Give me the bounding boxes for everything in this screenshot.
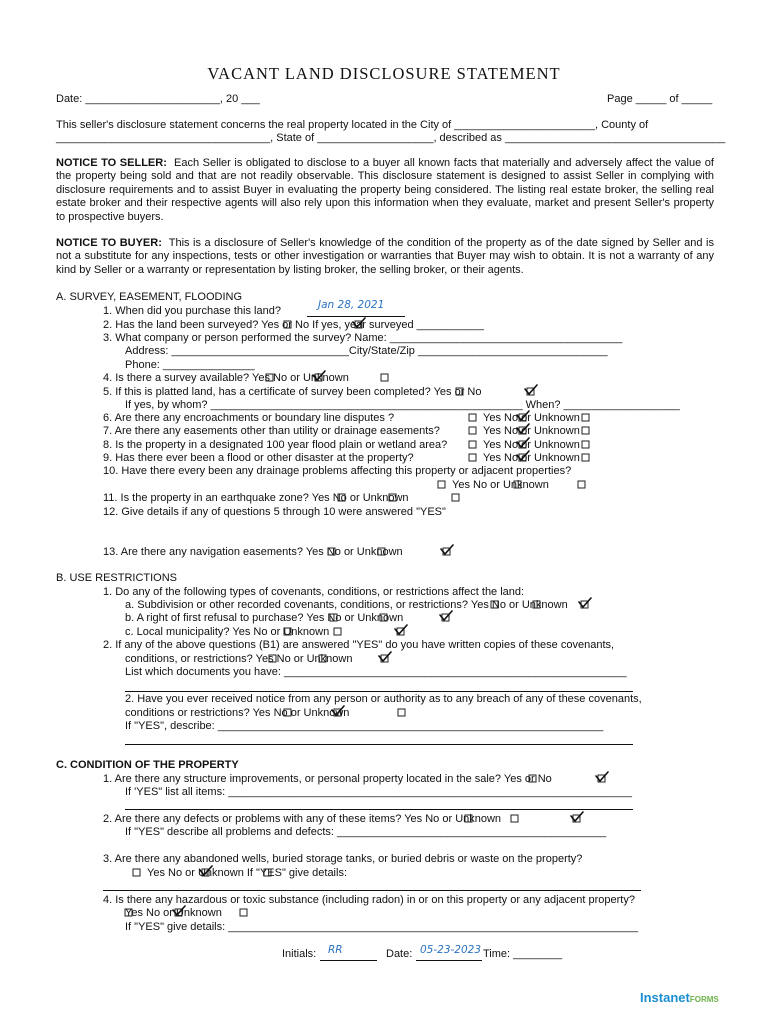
a6-options: Yes No or Unknown — [483, 412, 580, 424]
section-a-heading: A. SURVEY, EASEMENT, FLOODING — [56, 291, 243, 303]
survey-by-whom: If yes, by whom? ___________________________________________________ When? ___________________ — [125, 399, 680, 411]
question-a12: 12. Give details if any of questions 5 through 10 were answered "YES" — [103, 506, 446, 518]
checkbox-c4-yes — [125, 909, 132, 916]
question-a4: 4. Is there a survey available? Yes No or Unknown — [103, 372, 349, 384]
checkbox-a5-yes — [456, 388, 463, 395]
section-c-heading: C. CONDITION OF THE PROPERTY — [56, 759, 239, 771]
question-a3: 3. What company or person performed the survey? Name: ______________________________________ — [103, 332, 623, 344]
checkbox-a4-unknown — [381, 374, 388, 381]
a7-options: Yes No or Unknown — [483, 425, 580, 437]
checkbox-b2-no — [319, 655, 326, 662]
checkbox-a7-yes — [469, 427, 476, 434]
time-line[interactable]: Time: ________ — [483, 948, 563, 960]
question-c1: 1. Are there any structure improvements, or personal property located in the sale? Yes or No — [103, 773, 552, 785]
checkbox-a11-yes — [338, 494, 345, 501]
checkbox-a11-no — [389, 494, 396, 501]
checkbox-b3-unknown — [398, 709, 405, 716]
checkbox-a9-yes — [469, 454, 476, 461]
checkbox-a9-unknown — [582, 454, 589, 461]
question-b2: 2. If any of the above questions (B1) are answered "YES" do you have written copies of these covenants, — [103, 639, 615, 651]
checkbox-a2-yes — [284, 321, 291, 328]
question-a11: 11. Is the property in an earthquake zone? Yes No or Unknown — [103, 492, 409, 504]
hazard-details-line[interactable]: If "YES" give details: ___________________________________________________________________ — [125, 921, 639, 933]
question-a7: 7. Are there any easements other than utility or drainage easements? — [103, 425, 440, 437]
checkbox-b1b-no — [380, 614, 387, 621]
checkbox-c1-yes — [529, 775, 536, 782]
checkbox-c4-unknown — [240, 909, 247, 916]
purchase-date-answer[interactable]: Jan 28, 2021 — [318, 299, 385, 311]
checkbox-a13-yes — [328, 548, 335, 555]
checkbox-a13-no — [378, 548, 385, 555]
a9-options: Yes No or Unknown — [483, 452, 580, 464]
initials-value[interactable]: RR — [328, 944, 343, 956]
question-a2: 2. Has the land been surveyed? Yes or No If yes, year surveyed ___________ — [103, 319, 484, 331]
signature-date-value[interactable]: 05-23-2023 — [420, 944, 482, 956]
checkbox-b1c-no — [334, 628, 341, 635]
checkbox-a10-unknown — [578, 481, 585, 488]
question-c4-options: Yes No or Unknown — [125, 907, 222, 919]
question-b3: 2. Have you ever received notice from any person or authority as to any breach of any of these covenants, — [125, 693, 642, 705]
document-title: VACANT LAND DISCLOSURE STATEMENT — [207, 64, 561, 83]
date-line[interactable]: Date: ______________________, 20 ___ — [56, 93, 260, 105]
intro-line-1: This seller's disclosure statement concerns the real property located in the City of _______________________, County of — [56, 119, 649, 131]
checkbox-a7-unknown — [582, 427, 589, 434]
question-a5: 5. If this is platted land, has a certificate of survey been completed? Yes or No — [103, 386, 482, 398]
a8-options: Yes No or Unknown — [483, 439, 580, 451]
checkbox-c2-yes — [465, 815, 472, 822]
question-b1c: c. Local municipality? Yes No or Unknown — [125, 626, 330, 638]
survey-phone: Phone: _______________ — [125, 359, 255, 371]
checkbox-a8-yes — [469, 441, 476, 448]
question-a9: 9. Has there ever been a flood or other disaster at the property? — [103, 452, 414, 464]
section-b-heading: B. USE RESTRICTIONS — [56, 572, 178, 584]
items-list-line[interactable]: If 'YES" list all items: __________________________________________________________________ — [125, 786, 632, 798]
checkbox-b1a-yes — [491, 601, 498, 608]
notice-to-seller: NOTICE TO SELLER: Each Seller is obligated to disclose to a buyer all known facts that materially and adversely affect the value of the property being sold and that are not readily observable. This disclosure statement is designed to assist Seller in complying with disclosure requirements and to assist Buyer in evaluating the property being considered. The listing real estate broker, the selling real estate broker and their respective agents will also rely upon this information when they evaluate, market and present Seller's property to prospective buyers. — [56, 157, 714, 223]
question-a10: 10. Have there every been any drainage problems affecting this property or adjacent properties? — [103, 465, 572, 477]
question-b1b: b. A right of first refusal to purchase? Yes No or Unknown — [125, 612, 404, 624]
initials-label: Initials: — [282, 948, 317, 960]
a10-options: Yes No or Unknown — [452, 479, 549, 491]
checkbox-b3-yes — [284, 709, 291, 716]
question-a6: 6. Are there any encroachments or boundary line disputes ? — [103, 412, 395, 424]
documents-line[interactable]: List which documents you have: ________________________________________________________ — [125, 666, 627, 678]
instanet-forms-logo: InstanetFORMS — [640, 990, 719, 1005]
checkbox-b1c-yes — [284, 628, 291, 635]
notice-to-buyer: NOTICE TO BUYER: This is a disclosure of Seller's knowledge of the condition of the property as of the date signed by Seller and is not a substitute for any inspections, tests or other investigation or warranties that Buyer may wish to obtain. It is not a warranty of any kind by Seller or a warranty or representation by listing broker, the selling broker, or their agents. — [56, 237, 715, 276]
checkbox-a8-unknown — [582, 441, 589, 448]
question-b1a: a. Subdivision or other recorded covenants, conditions, or restrictions? Yes No or Unknown — [125, 599, 568, 611]
checkbox-c3-yes — [133, 869, 140, 876]
question-a8: 8. Is the property in a designated 100 year flood plain or wetland area? — [103, 439, 448, 451]
signature-date-label: Date: — [386, 948, 413, 960]
question-a1: 1. When did you purchase this land? — [103, 305, 281, 317]
survey-address: Address: _____________________________City/State/Zip _______________________________ — [125, 345, 608, 357]
breach-describe-line[interactable]: If "YES", describe: _______________________________________________________________ — [125, 720, 604, 732]
question-c3: 3. Are there any abandoned wells, buried storage tanks, or buried debris or waste on the property? — [103, 853, 583, 865]
checkbox-c3-unknown — [264, 869, 271, 876]
page-number-line[interactable]: Page _____ of _____ — [607, 93, 713, 105]
checkbox-b1b-yes — [330, 614, 337, 621]
checkbox-a10-yes — [438, 481, 445, 488]
checkbox-c2-no — [511, 815, 518, 822]
checkbox-b1a-no — [533, 601, 540, 608]
intro-line-2: ___________________________________, State of ___________________, described as ____________________________________ — [56, 132, 726, 144]
question-b3-options: conditions or restrictions? Yes No or Unknown — [125, 707, 350, 719]
question-c4: 4. Is there any hazardous or toxic substance (including radon) in or on this property or any adjacent property? — [103, 894, 635, 906]
question-a13: 13. Are there any navigation easements? Yes No or Unknown — [103, 546, 403, 558]
question-c2: 2. Are there any defects or problems with any of these items? Yes No or Unknown — [103, 813, 502, 825]
question-b2-options: conditions, or restrictions? Yes No or Unknown — [125, 653, 353, 665]
question-b1: 1. Do any of the following types of covenants, conditions, or restrictions affect the land: — [103, 586, 525, 598]
checkbox-b2-yes — [269, 655, 276, 662]
checkbox-a11-unknown — [452, 494, 459, 501]
defects-line[interactable]: If "YES" describe all problems and defects: ____________________________________________ — [125, 826, 607, 838]
checkbox-a6-unknown — [582, 414, 589, 421]
question-c3-options: Yes No or Unknown If "YES" give details: — [147, 867, 348, 879]
checkbox-a4-yes — [266, 374, 273, 381]
checkbox-a10-no — [514, 481, 521, 488]
checkbox-a6-yes — [469, 414, 476, 421]
